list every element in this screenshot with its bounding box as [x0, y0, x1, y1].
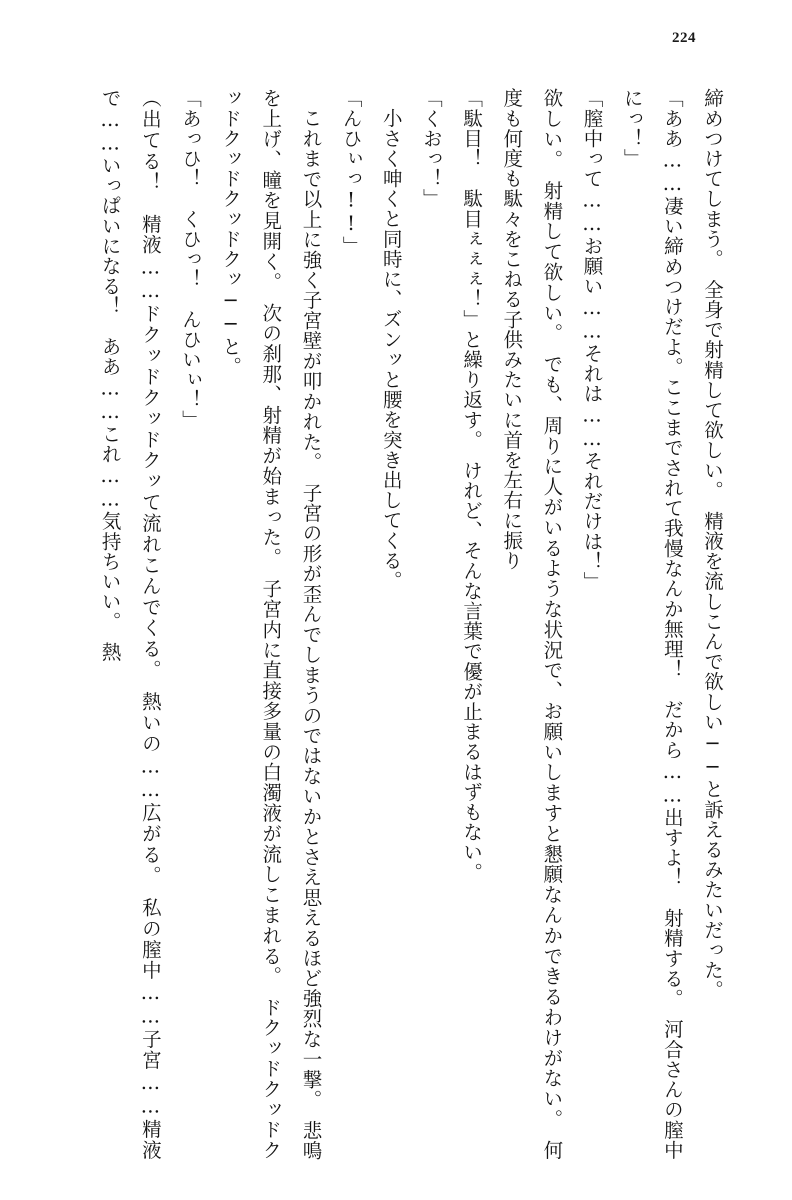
paragraph: 「んひぃっ!!」	[339, 88, 363, 256]
paragraph: 「駄目！ 駄目ぇぇぇ！」と繰り返す。 けれど、そんな言葉で優が止まるはずもない。	[460, 88, 484, 883]
page-text-body	[48, 88, 732, 1160]
paragraph: これまで以上に強く子宮壁が叩かれた。 子宮の形が歪んでしまうのではないかとさえ思えるほど強烈な一撃。 悲鳴を上げ、瞳を見開く。 次の刹那、射精が始まった。 子宮内に直接多量の白濁液が流しこまれる。 ドクッドクッドクッドクッドクッドクッ──と。	[219, 88, 323, 1160]
page-number: 224	[672, 30, 696, 46]
paragraph: 締めつけてしまう。 全身で射精して欲しい。 精液を流しこんで欲しい──と訴えるみたいだった。	[701, 88, 724, 1001]
paragraph: 「あっひ！ くひっ！ んひいぃ！」	[178, 88, 202, 430]
paragraph: 「くおっ！」	[419, 88, 443, 209]
paragraph: 「膣中って……お願い……それは……それだけは！」	[580, 88, 604, 592]
paragraph: 小さく呻くと同時に、ズンッと腰を突き出してくる。	[379, 107, 403, 590]
paragraph: 欲しい。 射精して欲しい。 でも、周りに人がいるような状況で、お願いしますと懇願なんかできるわけがない。 何度も何度も駄々をこねる子供みたいに首を左右に振り	[500, 88, 564, 1160]
paragraph: 「ああ……凄い締めつけだよ。ここまでされて我慢なんか無理！ だから……出すよ！ 射精する。 河合さんの膣中にっ！」	[620, 88, 684, 1160]
paragraph: （出てる！ 精液……ドクッドクッドクッて流れこんでくる。 熱いの……広がる。 私の膣中……子宮……精液で……いっぱいになる！ ああ……これ……気持ちいい。 熱	[98, 88, 162, 1160]
